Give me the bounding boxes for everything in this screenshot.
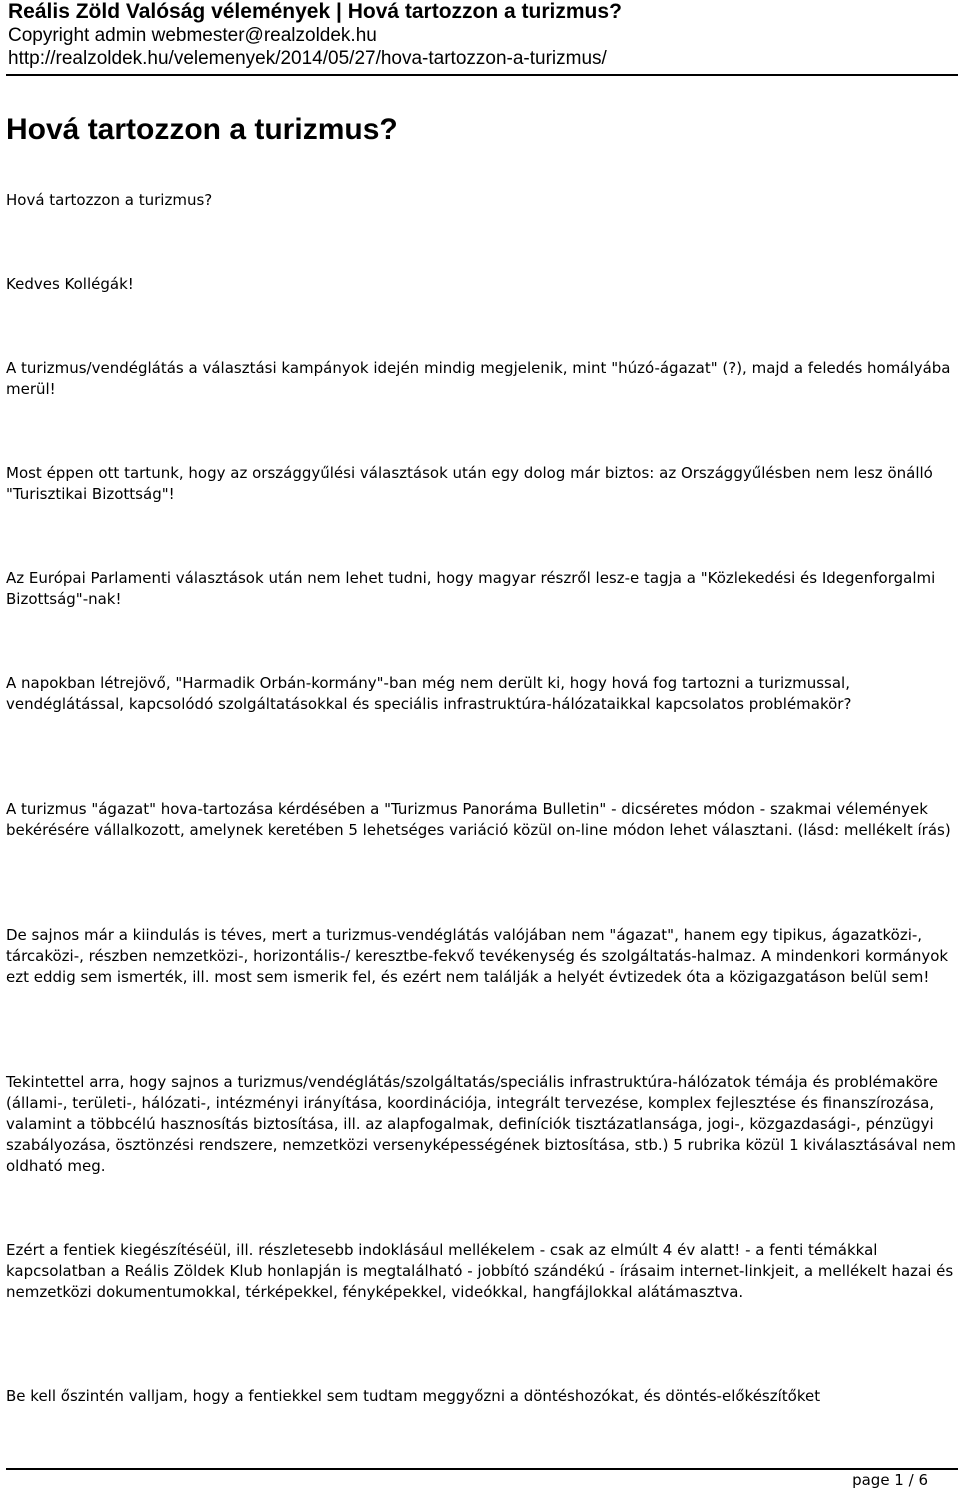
paragraph: Be kell őszintén valljam, hogy a fentiekkel sem tudtam meggyőzni a döntéshozókat, és döntés-előkészítőket <box>6 1387 821 1405</box>
paragraph: A napokban létrejövő, "Harmadik Orbán-kormány"-ban még nem derült ki, hogy hová fog tartozni a turizmussal, vendéglátással, kapcsolódó szolgáltatásokkal és speciális infrastruktúra-hálózataikkal kapcsolatos problémakör? <box>6 674 852 713</box>
article-title: Hová tartozzon a turizmus? <box>6 113 398 146</box>
paragraph: Ezért a fentiek kiegészítéséül, ill. részletesebb indoklásául mellékelem - csak az elmúlt 4 év alatt! - a fenti témákkal kapcsolatban a Reális Zöldek Klub honlapján is megtalálható - jobbító szándékú - írásaim internet-linkjeit, a mellékelt hazai és nemzetközi dokumentumokkal, térképekkel, fényképekkel, videókkal, hangfájlokkal alátámasztva. <box>6 1241 954 1301</box>
paragraph: De sajnos már a kiindulás is téves, mert a turizmus-vendéglátás valójában nem "ágazat", hanem egy tipikus, ágazatközi-, tárcaközi-, részben nemzetközi-, horizontális-/ keresztbe-fekvő tevékenység és szolgáltatás-halmaz. A mindenkori kormányok ezt eddig sem ismerték, ill. most sem ismerik fel, és ezért nem találják a helyét évtizedek óta a közigazgatáson belül sem! <box>6 926 949 986</box>
footer-divider <box>6 1468 958 1470</box>
source-url: http://realzoldek.hu/velemenyek/2014/05/27/hova-tartozzon-a-turizmus/ <box>8 48 607 69</box>
paragraph: Az Európai Parlamenti választások után nem lehet tudni, hogy magyar részről lesz-e tagja a "Közlekedési és Idegenforgalmi Bizottság"-nak! <box>6 569 936 608</box>
paragraph: Tekintettel arra, hogy sajnos a turizmus/vendéglátás/szolgáltatás/speciális infrastruktúra-hálózatok témája és problémaköre (állami-, területi-, hálózati-, intézményi irányítása, koordinációja, integrált tervezése, komplex fejlesztése és finanszírozása, valamint a többcélú hasznosítás biztosítása, ill. az alapfogalmak, definíciók tisztázatlansága, jogi-, közgazdasági-, pénzügyi szabályozása, ösztönzési rendszere, nemzetközi versenyképességének biztosítása, stb.) 5 rubrika közül 1 kiválasztásával nem oldható meg. <box>6 1073 956 1175</box>
article-subtitle: Hová tartozzon a turizmus? <box>6 191 213 209</box>
document-header <box>8 0 956 70</box>
header-divider <box>6 74 958 76</box>
copyright-line: Copyright admin webmester@realzoldek.hu <box>8 25 377 46</box>
paragraph: Most éppen ott tartunk, hogy az országgyűlési választások után egy dolog már biztos: az Országgyűlésben nem lesz önálló "Turisztikai Bizottság"! <box>6 464 933 503</box>
paragraph: Kedves Kollégák! <box>6 275 134 293</box>
page-number: page 1 / 6 <box>852 1471 928 1489</box>
paragraph: A turizmus/vendéglátás a választási kampányok idején mindig megjelenik, mint "húzó-ágazat" (?), majd a feledés homályába merül! <box>6 359 951 398</box>
site-title: Reális Zöld Valóság vélemények | Hová tartozzon a turizmus? <box>8 0 622 23</box>
paragraph: A turizmus "ágazat" hova-tartozása kérdésében a "Turizmus Panoráma Bulletin" - dicséretes módon - szakmai vélemények bekérésére vállalkozott, amelynek keretében 5 lehetséges variáció közül on-line módon lehet választani. (lásd: mellékelt írás) <box>6 800 951 839</box>
